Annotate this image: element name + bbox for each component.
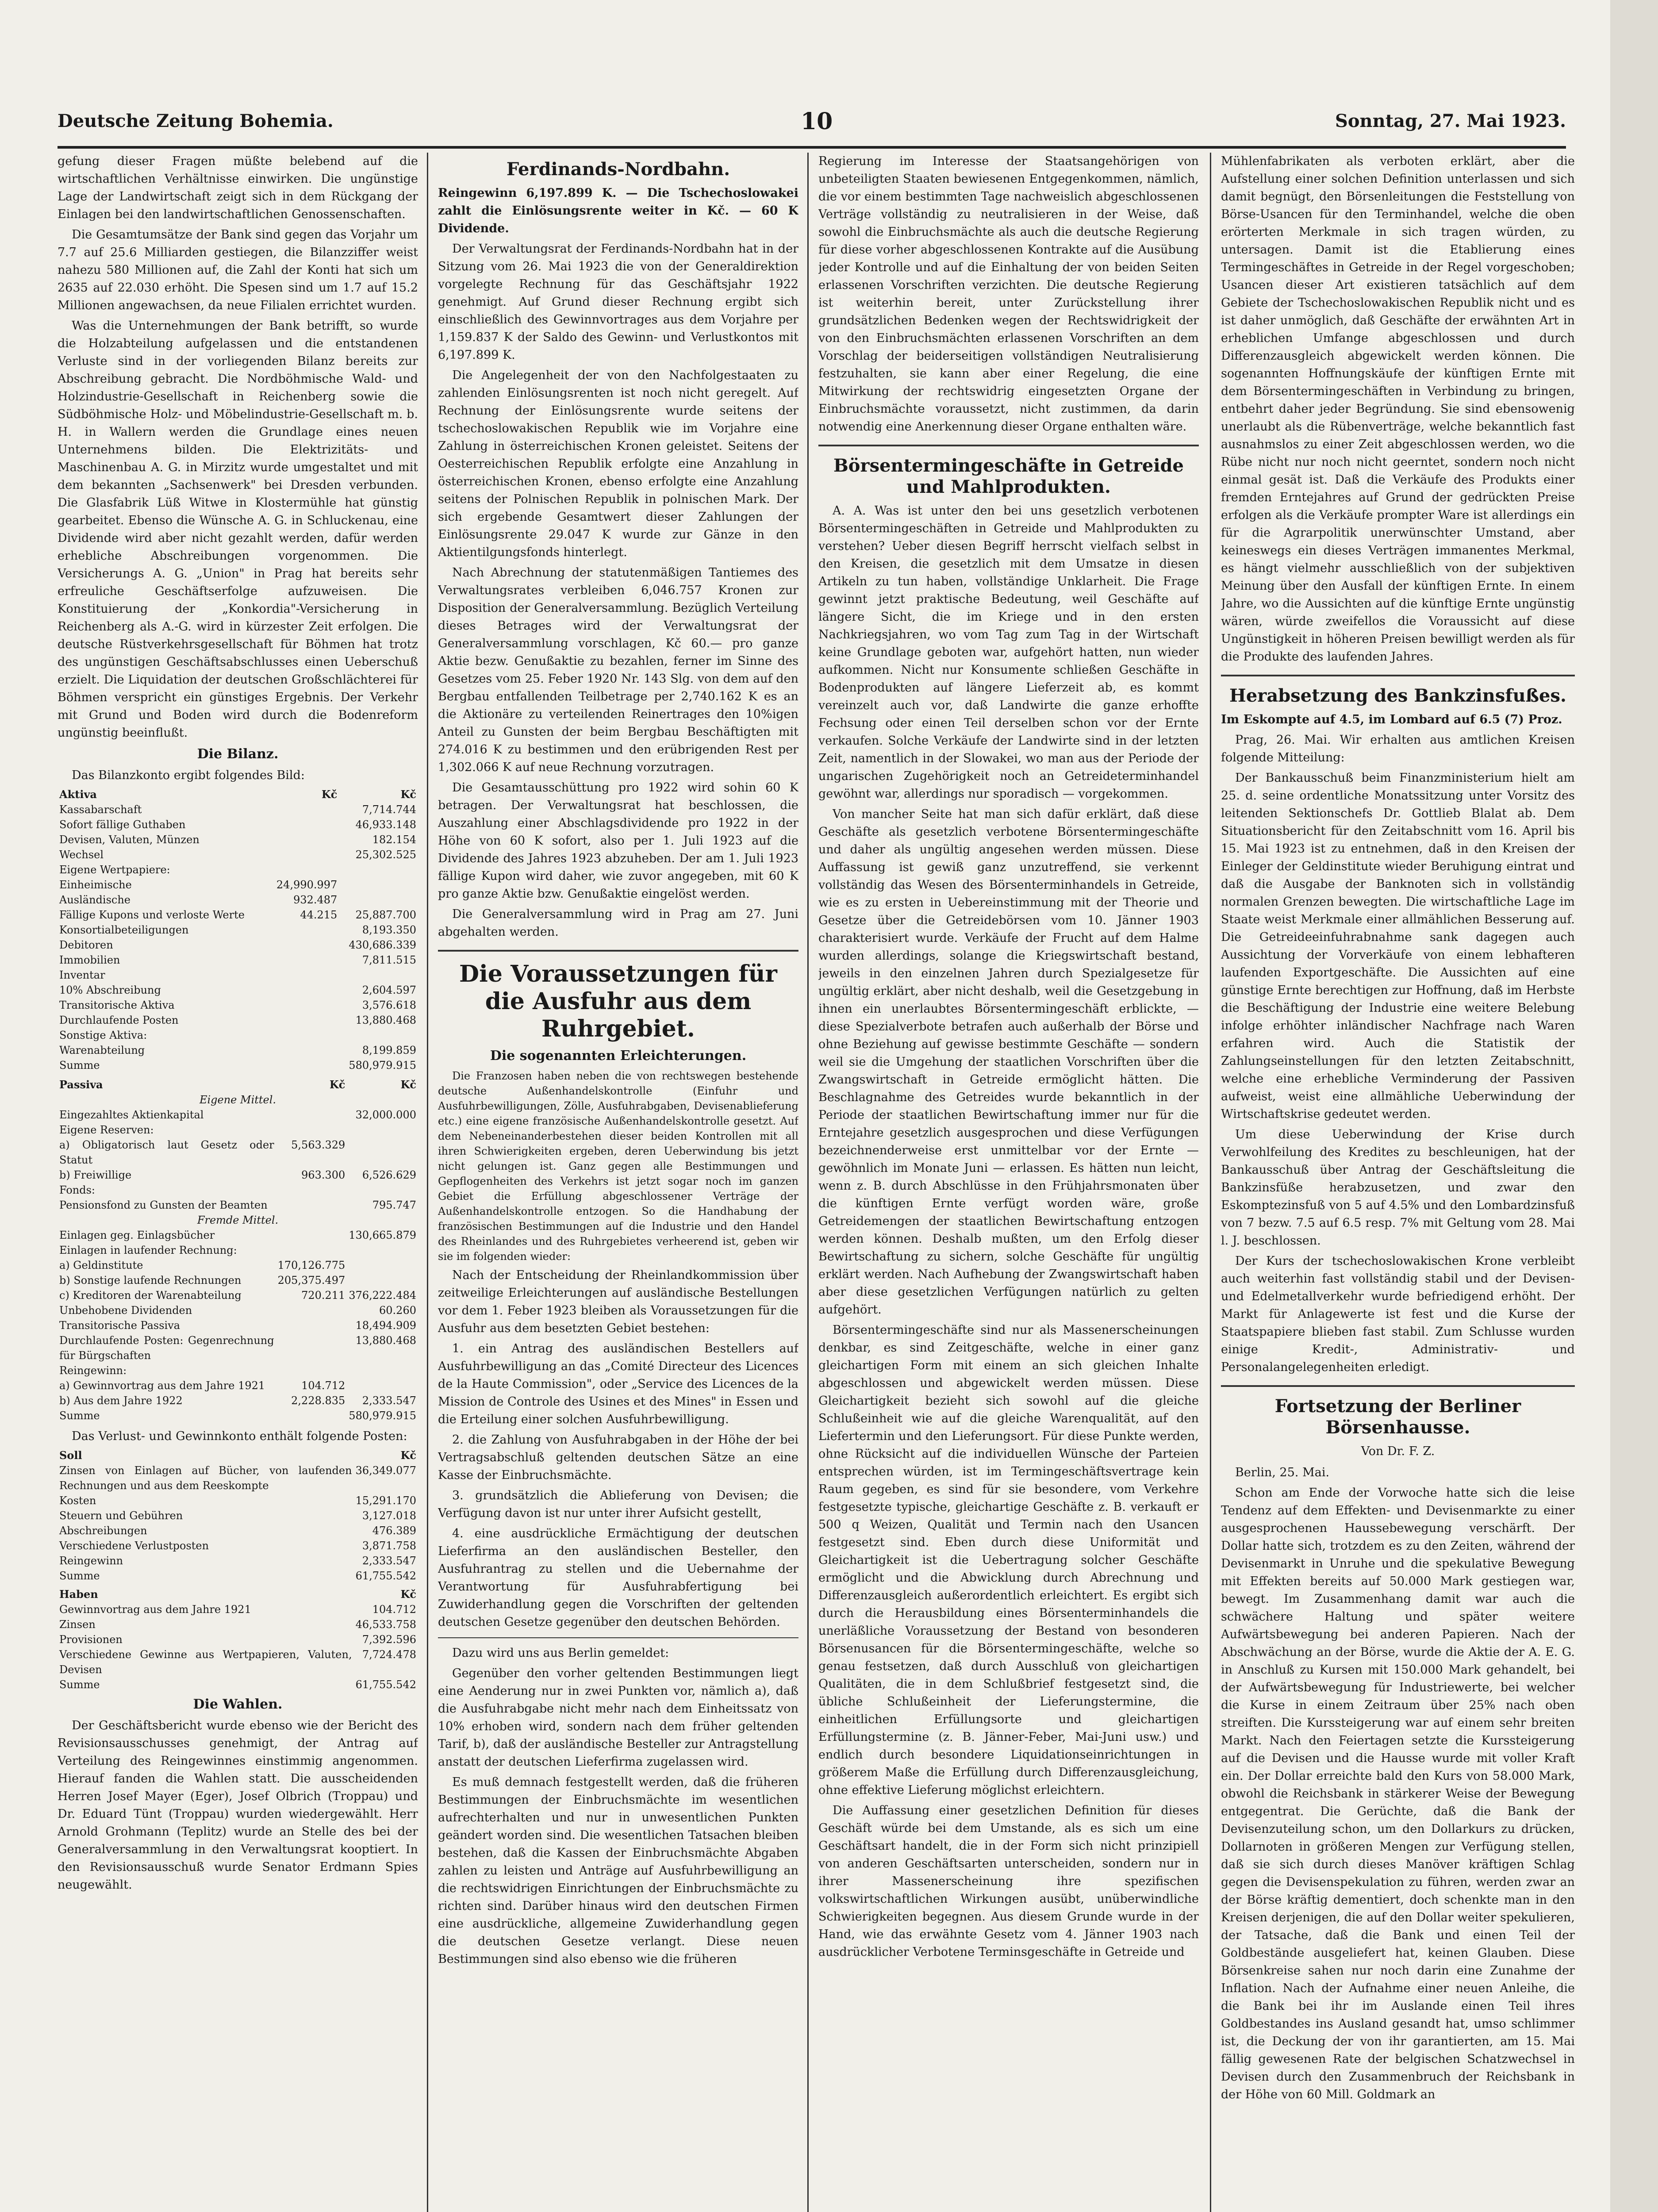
table-value-cell: 182.154 [372, 833, 416, 846]
table-value-cell: Kč [400, 1588, 416, 1601]
table-subheading-row [58, 1092, 418, 1107]
paragraph: Der Bankausschuß beim Finanzministerium hielt am 25. d. seine ordentliche Monatssitzung unter Vorsitz des leitenden Sektionschefs Dr. Gottlieb Blalat ab. Dem Situationsbericht für den Zeitabschnitt vom 16. April bis 15. Mai 1923 ist zu entnehmen, daß in den Kreisen der Einleger der Geldinstitute wieder Beruhigung eintrat und daß die Ausgabe der Banknoten sich in vollständig normalen Grenzen bewegten. Die wirtschaftliche Lage im Staate weist Merkmale einer allmählichen Besserung auf. Die Getreideeinfuhrabnahme sank dagegen auch Aussichtung der Vorverkäufe von einem lebhafteren laufenden Exportgeschäfte. Die Aussichten auf eine günstige Ernte berechtigen zur Hoffnung, daß im Herbste die Beschäftigung der Industrie eine weitere Belebung infolge erhöhter inländischer Nachfrage nach Waren erfahren wird. Auch die Statistik der Zahlungseinstellungen für den letzten Zeitabschnitt, welche eine erhebliche Verminderung der Passiven aufweist, weist eine allmähliche Ueberwindung der Wirtschaftskrise gedeutet werden. [1221, 771, 1575, 1121]
paragraph: Um diese Ueberwindung der Krise durch Verwohlfeilung des Kredites zu beschleunigen, hat der Bankausschuß über Antrag der Geschäftsleitung die Bankzinsfüße herabzusetzen, und zwar den Eskomptezinsfuß von 5 auf 4.5% und den Lombardzinsfuß von 7 bezw. 7.5 auf 6.5 resp. 7% mit Geltung vom 28. Mai l. J. beschlossen. [1221, 1128, 1575, 1248]
table-value-cell [268, 937, 339, 952]
table-value-cell: 3,576.618 [362, 999, 416, 1011]
column-1 [58, 153, 418, 2212]
table-value-cell [268, 968, 339, 983]
table-label-cell: Haben [59, 1588, 98, 1601]
table-label-cell: Summe [59, 1409, 100, 1422]
table-row [58, 1258, 418, 1273]
table-value-cell [276, 1333, 347, 1363]
paragraph: Von mancher Seite hat man sich dafür erklärt, daß diese Geschäfte als gesetzlich verbotene Börsentermingeschäfte und daher als ungültig angesehen werden müssen. Diese Auffassung ist gewiß ganz unzutreffend, sie verkennt vollständig das Wesen des Börsenterminhandels in Getreide, wie es zu ersten in Uebereinstimmung mit der Theorie und Gesetze über die Getreidebörsen vom 10. Jänner 1903 charakterisiert wurde. Verkäufe der Frucht auf dem Halme wurden allerdings, solange die Kriegswirtschaft bestand, jeweils in den einzelnen Jahren durch Spezialgesetze für ungültig erklärt, aber nicht deshalb, weil die Gesetzgebung in ihnen ein unerlaubtes Börsentermingeschäft erblickte, — diese Spezialverbote betrafen auch außerhalb der Börse und ohne Beziehung auf gewisse bestimmte Geschäfte — sondern weil sie die Umgehung der staatlichen Vorschriften über die Zwangswirtschaft in Getreide ermöglicht hätten. Die Beschlagnahme des Getreides wurde bekanntlich in der Periode der staatlichen Bewirtschaftung immer nur für die Erntejahre gesetzlich ausgesprochen und diese Verfügungen bezeichnenderweise erst unmittelbar vor der Ernte — gewöhnlich im Monate Juni — erlassen. Es hätten nun leicht, wenn z. B. durch Abschlüsse in den Frühjahrsmonaten über die künftigen Ernte verfügt worden wäre, große Getreidemengen der staatlichen Bewirtschaftung entzogen werden können. Deshalb mußten, um den Erfolg dieser Bewirtschaftung zu sichern, solche Geschäfte für ungültig erklärt werden. Nach Aufhebung der Zwangswirtschaft haben aber diese gesetzlichen Verfügungen natürlich zu gelten aufgehört. [818, 807, 1199, 1317]
table-row [58, 952, 418, 968]
table-row [58, 1408, 418, 1423]
table-row [58, 1553, 418, 1568]
column-divider [427, 153, 428, 2212]
table-value-cell [339, 968, 418, 983]
article-subheadline: Die sogenannten Erleichterungen. [490, 1048, 747, 1064]
table-row [58, 1393, 418, 1408]
table-label-cell: Passiva [59, 1078, 103, 1091]
table-label-cell: Pensionsfond zu Gunsten der Beamten [59, 1199, 268, 1211]
column-3 [818, 153, 1199, 2212]
table-value-cell: 104.712 [301, 1379, 345, 1392]
paragraph: Der Kurs der tschechoslowakischen Krone verbleibt auch weiterhin fast vollständig stabil und der Devisen- und Edelmetallverkehr wurde befriedigend erhöht. Der Markt für Anlagewerte ist fest und die Kurse der Staatspapiere blieben fast stabil. Zum Schlusse wurden einige Kredit-, Administrativ- und Personalangelegenheiten erledigt. [1221, 1254, 1575, 1374]
table-row [58, 1568, 418, 1583]
paragraph: Die Franzosen haben neben die von rechtswegen bestehende deutsche Außenhandelskontrolle (Einfuhr und Ausfuhrbewilligungen, Zölle, Ausfuhrabgaben, Devisenablieferung etc.) eine eigene französische Außenhandelskontrolle gesetzt. Auf dem Nebeneinanderbestehen dieser beiden Kontrollen mit all ihren Schwierigkeiten ergeben, deren Ueberwindung bis jetzt nicht gelungen ist. Ganz gegen alle Bestimmungen und Gepflogenheiten des Verkehrs ist jetzt sogar noch im ganzen Gebiet die Erfüllung abgeschlossener Verträge der Außenhandelskontrolle entzogen. So die Handhabung der französischen Bestimmungen auf die Industrie und den Handel des Rheinlandes und des Ruhrgebietes verheerend ist, geben wir sie im folgenden wieder: [438, 1070, 798, 1263]
table-row [58, 1463, 418, 1493]
table-label-cell: Summe [59, 1678, 100, 1691]
paragraph: Was die Unternehmungen der Bank betrifft, so wurde die Holzabteilung aufgelassen und die entstandenen Verluste sind in der vorliegenden Bilanz bereits zur Abschreibung gebracht. Die Nordböhmische Wald- und Holzindustrie-Gesellschaft in Reichenberg sowie die Südböhmische Holz- und Möbelindustrie-Gesellschaft m. b. H. in Wallern werden die Grundlage eines neuen Unternehmens bilden. Die Elektrizitäts- und Maschinenbau A. G. in Mirzitz wurde umgestaltet und mit dem bekannten „Sachsenwerk" bei Dresden verbunden. Die Glasfabrik Lüß Witwe in Klostermühle hat günstig gearbeitet. Ebenso die Wünsche A. G. in Schluckenau, eine Dividende wird aber nicht gezahlt werden, dafür werden erhebliche Abschreibungen vorgenommen. Die Versicherungs A. G. „Union" in Prag hat bereits sehr erfreuliche Geschäftserfolge aufzuweisen. Die Konstituierung der „Konkordia"-Versicherung in Reichenberg als A.-G. wird in kürzester Zeit erfolgen. Die deutsche Rüstverkehrsgesellschaft für Böhmen hat trotz des ungünstigen Geschäftsabschlusses einen Ueberschuß erzielt. Die Liquidation der deutschen Großschlächterei für Böhmen verspricht ein günstiges Ergebnis. Der Verkehr mit Grund und Boden wird durch die Bodenreform ungünstig beeinflußt. [58, 319, 418, 740]
table-value-cell [347, 1122, 418, 1137]
table-label-cell: Reingewinn [59, 1555, 123, 1567]
table-label-cell: Einlagen in laufender Rechnung: [59, 1244, 237, 1256]
table-value-cell [339, 862, 418, 877]
table-label-cell: Abschreibungen [59, 1525, 147, 1537]
table-value-cell: 430,686.339 [349, 939, 416, 951]
table-row [58, 1288, 418, 1303]
table-row [58, 983, 418, 998]
table-value-cell [268, 952, 339, 968]
table-label-cell: Devisen, Valuten, Münzen [59, 833, 200, 846]
table-header-row [58, 787, 418, 802]
table-value-cell [268, 998, 339, 1013]
passiva-table [58, 1077, 418, 1423]
table-row [58, 1538, 418, 1553]
table-value-cell [268, 922, 339, 937]
table-value-cell: Kč [400, 1449, 416, 1462]
paragraph: A. A. Was ist unter den bei uns gesetzlich verbotenen Börsentermingeschäften in Getreide und Mahlprodukten zu verstehen? Ueber diesen Begriff herrscht vielfach selbst in den Kreisen, die gesetzlich mit dem Umsatze in diesen Artikeln zu tun haben, vollständige Unklarheit. Die Frage gewinnt jetzt praktische Bedeutung, weil Geschäfte auf längere Sicht, die im Kriege und in den ersten Nachkriegsjahren, wo vom Tag zum Tag in der Wirtschaft keine Grundlage geboten war, aufgehört hatten, nun wieder aufkommen. Nicht nur Konsumente schließen Geschäfte in Bodenprodukten auf längere Lieferzeit ab, es kommt vereinzelt auch vor, daß Landwirte die ganze erhoffte Fechsung oder einen Teil derselben schon vor der Ernte verkaufen. Solche Verkäufe der Landwirte sind in der letzten Zeit, namentlich in der Slowakei, wo man aus der Periode der ungarischen Zugehörigkeit noch an Getreideterminhandel gewöhnt war, allerdings nur sporadisch — vorgekommen. [818, 504, 1199, 801]
table-row [58, 1303, 418, 1318]
table-value-cell: 6,526.629 [362, 1169, 416, 1181]
table-row [58, 1677, 418, 1692]
table-row [58, 1183, 418, 1198]
table-label-cell: Summe [59, 1570, 100, 1582]
table-value-cell [347, 1137, 418, 1167]
paragraph: Schon am Ende der Vorwoche hatte sich die leise Tendenz auf dem Effekten- und Devisenmarkte zu einer ausgesprochenen Haussebewegung verschärft. Der Dollar hatte sich, trotzdem es zu den Zeiten, während der Devisenmarkt in Unruhe und die spekulative Bewegung mit Effekten bereits auf 50.000 Mark gestiegen war, bewegt. Im Zusammenhang damit war auch die schwächere Haltung und später weitere Aufwärtsbewegung bei anderen Papieren. Nach der Abschwächung an der Börse, wurde die Aktie der A. E. G. in Anschluß zu Kursen mit 150.000 Mark gehandelt, bei der Aufwärtsbewegung für Industriewerte, bei welcher die Kurse in einem Zeitraum über 25% nach oben streiften. Die Kurssteigerung war auf einem sehr breiten Markt. Nach den Feiertagen setzte die Kurssteigerung auf die Devisen und die Hausse wurde mit voller Kraft ein. Der Dollar erreichte bald den Kurs von 58.000 Mark, obwohl die Reichsbank in stärkerer Weise der Bewegung entgegentrat. Die Gerüchte, daß die Bank der Devisenzuteilung schon, um den Dollarkurs zu drücken, Dollarnoten in größeren Mengen zur Verfügung stellen, daß sie sich durch dieses Manöver kräftigen Schlag gegen die Devisenspekulation zu führen, werden zwar an der Börse kräftig dementiert, doch schenkte man in den Kreisen derjenigen, die auf den Dollar weiter spekulieren, der Tatsache, daß die Bank und einen Teil der Goldbestände ausgeliefert hat, keinen Glauben. Diese Börsenkreise sahen nur noch darin eine Zunahme der Inflation. Nach der Aufnahme einer neuen Anleihe, die die Bank bei ihr im Auslande einen Teil ihres Goldbestandes ins Ausland gesandt hat, umso schlimmer ist, die Deckung der von ihr garantierten, am 15. Mai fällig gewesenen Rate der belgischen Schatzwechsel in Devisen durch den Zusammenbruch der Reichsbank in der Höhe von 60 Mill. Goldmark an [1221, 1486, 1575, 2101]
article-headline: Fortsetzung der Berliner Börsenhausse. [1274, 1396, 1521, 1438]
table-value-cell: 32,000.000 [355, 1109, 416, 1121]
table-value-cell: 25,887.700 [355, 909, 416, 921]
table-value-cell: 7,724.478 [362, 1648, 416, 1661]
paragraph: Das Bilanzkonto ergibt folgendes Bild: [72, 768, 305, 782]
table-label-cell: Aktiva [59, 788, 97, 801]
table-row [58, 1167, 418, 1183]
page-number: 10 [801, 108, 833, 135]
article-separator [1221, 675, 1575, 676]
table-value-cell: Kč [400, 788, 416, 801]
table-row [58, 1107, 418, 1122]
table-label-cell: Kosten [59, 1494, 96, 1507]
table-row [58, 1318, 418, 1333]
table-value-cell: 2,333.547 [362, 1555, 416, 1567]
table-value-cell: 25,302.525 [355, 849, 416, 861]
paragraph: Die Generalversammlung wird in Prag am 27. Juni abgehalten werden. [438, 907, 798, 939]
table-row [58, 1632, 418, 1647]
table-row [58, 1508, 418, 1523]
table-label-cell: Inventar [59, 969, 105, 981]
paragraph: Prag, 26. Mai. Wir erhalten aus amtlichen Kreisen folgende Mitteilung: [1221, 733, 1575, 764]
table-value-cell [268, 802, 339, 817]
article-separator [438, 950, 798, 952]
table-row [58, 892, 418, 907]
table-value-cell: Kč [329, 1078, 345, 1091]
column-4 [1221, 153, 1575, 2212]
table-row [58, 1228, 418, 1243]
table-label-cell: c) Kreditoren der Warenabteilung [59, 1289, 242, 1302]
table-value-cell: 13,880.468 [355, 1014, 416, 1026]
table-value-cell: 580,979.915 [349, 1059, 416, 1071]
table-label-cell: Durchlaufende Posten: Gegenrechnung für Bürgschaften [59, 1334, 274, 1362]
table-row [58, 1137, 418, 1167]
table-label-cell: Verschiedene Gewinne aus Wertpapieren, Valuten, Devisen [59, 1648, 352, 1676]
table-value-cell [339, 1028, 418, 1043]
table-value-cell [268, 1013, 339, 1028]
table-header-row [58, 1448, 418, 1463]
table-row [58, 817, 418, 832]
table-row [58, 1043, 418, 1058]
table-row [58, 937, 418, 952]
table-value-cell [347, 1258, 418, 1273]
table-label-cell: b) Sonstige laufende Rechnungen [59, 1274, 242, 1286]
table-label-cell: Soll [59, 1449, 82, 1462]
table-value-cell: 795.747 [372, 1199, 416, 1211]
table-row [58, 1122, 418, 1137]
table-value-cell: 104.712 [372, 1603, 416, 1616]
article-headline: Die Voraussetzungen für die Ausfuhr aus dem Ruhrgebiet. [459, 960, 777, 1042]
table-label-cell: Durchlaufende Posten [59, 1014, 179, 1026]
table-label-cell: Warenabteilung [59, 1044, 145, 1056]
haben-table [58, 1587, 418, 1692]
table-row [58, 832, 418, 847]
table-subheading-row [58, 1213, 418, 1228]
table-label-cell: Immobilien [59, 954, 120, 966]
table-row [58, 1378, 418, 1393]
table-value-cell [268, 1043, 339, 1058]
article-separator [1221, 1385, 1575, 1387]
paragraph: Der Verwaltungsrat der Ferdinands-Nordbahn hat in der Sitzung vom 26. Mai 1923 die von der Generaldirektion vorgelegte Rechnung für das Geschäftsjahr 1922 genehmigt. Auf Grund dieser Rechnung ergibt sich einschließlich des Gewinnvortrages aus dem Vorjahre per 1,159.837 K der Saldo des Gewinn- und Verlustkontos mit 6,197.899 K. [438, 242, 798, 362]
table-label-cell: b) Aus dem Jahre 1922 [59, 1394, 183, 1407]
table-row [58, 1493, 418, 1508]
section-heading: Die Wahlen. [193, 1697, 283, 1712]
article-lead: Reingewinn 6,197.899 K. — Die Tschechoslowakei zahlt die Einlösungsrente weiter in Kč. — 60 K Dividende. [438, 186, 798, 235]
table-label-cell: Gewinnvortrag aus dem Jahre 1921 [59, 1603, 251, 1616]
table-value-cell [339, 892, 418, 907]
table-value-cell: 376,222.484 [349, 1289, 416, 1302]
table-row [58, 862, 418, 877]
table-row [58, 1273, 418, 1288]
table-label-cell: Transitorische Aktiva [59, 999, 175, 1011]
table-value-cell: 2,604.597 [362, 984, 416, 996]
table-label-cell: Eigene Wertpapiere: [59, 864, 170, 876]
table-value-cell [276, 1318, 347, 1333]
table-label-cell: Steuern und Gebühren [59, 1509, 183, 1522]
aktiva-table [58, 787, 418, 1073]
paragraph: Börsentermingeschäfte sind nur als Massenerscheinungen denkbar, es sind Zeitgeschäfte, welche in einer ganz gleichartigen Form mit einem an sich gleichen Inhalte abgeschlossen und abgewickelt werden müssen. Diese Gleichartigkeit bezieht sich sowohl auf die gleiche Schlußeinheit wie auf die gleiche Warenqualität, auf den Liefertermin und den Lieferungsort. Für diese Punkte werden, ohne Rücksicht auf die individuellen Wünsche der Parteien entsprechen würden, ist im Termingeschäftsvertrage kein Raum gegeben, es sind für sie besondere, vom Verkehre festgesetzte typische, gleichartige Geschäfte z. B. verkauft er 500 q Weizen, Qualität und Termin nach den Usancen festgesetzt sind. Eben durch diese Uniformität und Gleichartigkeit ist die Uebertragung solcher Geschäfte ermöglicht und die Abwicklung durch Abrechnung und Differenzausgleich außerordentlich erleichtert. Es ergibt sich durch die Herausbildung eines Börsenterminhandels die unerläßliche Voraussetzung der Bestand von besonderen Börsenusancen für die Börsentermingeschäfte, welche so genau festsetzen, daß durch Ausschluß von gleichartigen Qualitäten, die in dem Schlußbrief festgesetzt sind, die übliche Schlußeinheit der Lieferungstermine, die einheitlichen Erfüllungsorte und gleichartigen Erfüllungstermine (z. B. Jänner-Feber, Mai-Juni usw.) und endlich durch besondere Liquidationseinrichtungen in größerem Maße die Erfüllung durch Differenzausgleichung, ohne effektive Lieferung möglichst erleichtern. [818, 1323, 1199, 1797]
table-label-cell: Fällige Kupons und verloste Werte [59, 909, 245, 921]
table-label-cell: Sonstige Aktiva: [59, 1029, 147, 1041]
table-value-cell: 3,127.018 [362, 1509, 416, 1522]
paragraph: Regierung im Interesse der Staatsangehörigen von unbeteiligten Staaten bewiesenen Entgegenkommen, nämlich, die vor einem bestimmten Tage nachweislich abgeschlossenen Verträge vollständig zu neutralisieren in der Weise, daß sowohl die Einbruchsmächte als auch die deutsche Regierung für diese vorher abgeschlossenen Kontrakte auf die Ausübung jeder Kontrolle und auf die Einhaltung der von beiden Seiten erlassenen Vorschriften verzichten. Die deutsche Regierung ist weiterhin bereit, unter Zurückstellung ihrer grundsätzlichen Bedenken wegen der Rechtswidrigkeit der von den Einbruchsmächten erlassenen Vorschriften an dem Vorschlag der beiderseitigen vollständigen Neutralisierung festzuhalten, sie kann aber einer Regelung, die eine Mitwirkung der rechtswidrig eingesetzten Organe der Einbruchsmächte voraussetzt, nicht zustimmen, da darin notwendig eine Anerkennung dieser Organe enthalten wäre. [818, 154, 1199, 434]
table-value-cell: 61,755.542 [355, 1570, 416, 1582]
paragraph: 3. grundsätzlich die Ablieferung von Devisen; die Verfügung davon ist nur unter ihrer Aufsicht gestellt, [438, 1489, 798, 1520]
table-value-cell [268, 983, 339, 998]
paragraph: gefung dieser Fragen müßte belebend auf die wirtschaftlichen Verhältnisse einwirken. Die ungünstige Lage der Landwirtschaft zeigt sich in dem Rückgang der Einlagen bei den landwirtschaftlichen Genossenschaften. [58, 154, 418, 221]
table-row [58, 1363, 418, 1378]
table-label-cell: 10% Abschreibung [59, 984, 161, 996]
table-value-cell: 7,392.596 [362, 1633, 416, 1646]
table-value-cell: 3,871.758 [362, 1540, 416, 1552]
paragraph: 4. eine ausdrückliche Ermächtigung der deutschen Lieferfirma an den ausländischen Besteller, den Ausfuhrantrag zu stellen und die Uebernahme der Verantwortung für Ausfuhrabfertigung bei Zuwiderhandlung gegen die Vorschriften der geltenden deutschen Gesetze gegenüber den deutschen Behörden. [438, 1527, 798, 1629]
table-value-cell [268, 832, 339, 847]
paragraph: Die Auffassung einer gesetzlichen Definition für dieses Geschäft würde bei dem Umstande, als es sich um eine Geschäftsart handelt, die in der Form sich nicht prinzipiell von anderen Geschäftsarten unterscheiden, sondern nur in ihrer Massenerscheinung ihre spezifischen volkswirtschaftlichen Wirkungen ausübt, unüberwindliche Schwierigkeiten begegnen. Aus diesem Grunde wurde in der Hand, wie das erwähnte Gesetz vom 4. Jänner 1903 nach ausdrücklicher Verbotene Terminsgeschäfte in Getreide und [818, 1804, 1199, 1959]
paragraph: Dazu wird uns aus Berlin gemeldet: [452, 1646, 669, 1660]
table-row [58, 847, 418, 862]
article-separator [438, 1637, 798, 1638]
table-label-cell: Debitoren [59, 939, 113, 951]
table-row [58, 1617, 418, 1632]
table-value-cell [339, 877, 418, 892]
table-value-cell [347, 1378, 418, 1393]
article-lead: Im Eskompte auf 4.5, im Lombard auf 6.5 (7) Proz. [1221, 713, 1562, 726]
table-label-cell: a) Obligatorisch laut Gesetz oder Statut [59, 1139, 274, 1166]
table-row [58, 922, 418, 937]
table-row [58, 1243, 418, 1258]
article-author: Von Dr. F. Z. [1361, 1444, 1435, 1458]
table-value-cell [347, 1363, 418, 1378]
table-subheading: Eigene Mittel. [199, 1094, 276, 1106]
page-header [58, 106, 1566, 149]
table-row [58, 1647, 418, 1677]
table-value-cell [347, 1183, 418, 1198]
table-value-cell: 60.260 [379, 1304, 416, 1317]
table-header-row [58, 1587, 418, 1602]
page-margin [1610, 0, 1658, 2212]
table-value-cell [276, 1243, 347, 1258]
article-headline: Börsentermingeschäfte in Getreide und Mahlprodukten. [833, 455, 1184, 497]
column-divider [1210, 153, 1211, 2212]
table-row [58, 877, 418, 892]
paragraph: Der Geschäftsbericht wurde ebenso wie der Bericht des Revisionsausschusses genehmigt, der Antrag auf Verteilung des Reingewinnes einstimmig angenommen. Hierauf fanden die Wahlen statt. Die ausscheidenden Herren Josef Mayer (Eger), Josef Olbrich (Troppau) und Dr. Eduard Tünt (Troppau) wurden wiedergewählt. Herr Arnold Grohmann (Teplitz) wurde an Stelle des bei der Generalversammlung in den Verwaltungsrat kooptiert. In den Revisionsausschuß wurde Senator Erdmann Spies neugewählt. [58, 1719, 418, 1892]
table-row [58, 907, 418, 922]
table-label-cell: Reingewinn: [59, 1364, 127, 1377]
table-value-cell: 8,199.859 [362, 1044, 416, 1056]
table-value-cell [268, 817, 339, 832]
table-value-cell [347, 1273, 418, 1288]
table-value-cell: 61,755.542 [355, 1678, 416, 1691]
table-row [58, 1028, 418, 1043]
table-label-cell: Eigene Reserven: [59, 1124, 154, 1136]
article-headline: Herabsetzung des Bankzinsfußes. [1229, 685, 1566, 706]
table-value-cell: 36,349.077 [355, 1464, 416, 1477]
table-label-cell: Verschiedene Verlustposten [59, 1540, 209, 1552]
newspaper-title: Deutsche Zeitung Bohemia. [58, 111, 334, 131]
table-value-cell [276, 1363, 347, 1378]
paragraph: Berlin, 25. Mai. [1235, 1466, 1330, 1479]
table-label-cell: Konsortialbeteiligungen [59, 924, 189, 936]
table-value-cell: 932.487 [293, 894, 338, 906]
table-value-cell: 205,375.497 [277, 1274, 345, 1286]
table-value-cell: 46,933.148 [355, 818, 416, 831]
table-value-cell [347, 1243, 418, 1258]
table-row [58, 1058, 418, 1073]
table-value-cell: 8,193.350 [362, 924, 416, 936]
table-row [58, 1198, 418, 1213]
table-value-cell: 24,990.997 [276, 879, 338, 891]
table-value-cell: 476.389 [372, 1525, 416, 1537]
paragraph: Die Gesamtausschüttung pro 1922 wird sohin 60 K betragen. Der Verwaltungsrat hat beschlossen, die Auszahlung einer Abschlagsdividende pro 1922 in der Höhe von 60 K sofort, also per 1. Juli 1923 auf die Dividende des Jahres 1923 abzuheben. Der am 1. Juli 1923 fällige Kupon wird daher, wie zuvor angegeben, mit 60 K pro ganze Aktie bzw. Genußaktie eingelöst werden. [438, 781, 798, 901]
table-row [58, 1602, 418, 1617]
table-label-cell: Zinsen [59, 1618, 96, 1631]
section-heading: Die Bilanz. [197, 746, 279, 762]
paragraph: Nach der Entscheidung der Rheinlandkommission über zeitweilige Erleichterungen auf ausländische Bestellungen vor dem 1. Feber 1923 bleiben als Voraussetzungen für die Ausfuhr aus dem besetzten Gebiet bestehen: [438, 1268, 798, 1335]
paragraph: Es muß demnach festgestellt werden, daß die früheren Bestimmungen der Einbruchsmächte im wesentlichen aufrechterhalten und nur in unwesentlichen Punkten geändert worden sind. Die wesentlichen Tatsachen bleiben bestehen, daß die Kassen der Einbruchsmächte Abgaben zahlen zu leisten und Anträge auf Ausfuhrbewilligung an die rechtswidrigen Einrichtungen der Einbruchsmächte zu richten sind. Darüber hinaus wird den deutschen Firmen eine ausdrückliche, allgemeine Zuwiderhandlung gegen die deutschen Gesetze verlangt. Diese neuen Bestimmungen sind also ebenso wie die früheren [438, 1775, 798, 1966]
table-value-cell [268, 847, 339, 862]
soll-table [58, 1448, 418, 1583]
table-value-cell: 963.300 [301, 1169, 345, 1181]
paragraph: 2. die Zahlung von Ausfuhrabgaben in der Höhe der bei Vertragsabschluß geltenden deutschen Sätze an eine Kasse der Einbruchsmächte. [438, 1433, 798, 1482]
table-value-cell [276, 1303, 347, 1318]
column-2 [438, 153, 798, 2212]
article-separator [818, 445, 1199, 446]
paragraph: Mühlenfabrikaten als verboten erklärt, aber die Aufstellung einer solchen Definition unterlassen und sich damit begnügt, den Börsenleitungen die Feststellung von Börse-Usancen für den Terminhandel, welche die oben erörterten Merkmale in sich tragen würden, zu untersagen. Damit ist die Etablierung eines Termingeschäftes in Getreide in der Regel vorgeschoben; Usancen dieser Art existieren tatsächlich auf dem Gebiete der Tschechoslowakischen Republik nicht und es ist daher unmöglich, daß Geschäfte der erwähnten Art in erheblichen Umfange abgeschlossen und durch Differenzausgleich abgewickelt werden können. Die sogenannten Hoffnungskäufe der künftigen Ernte mit dem Börsentermingeschäften in Verbindung zu bringen, entbehrt daher jeder Begründung. Sie sind ebensowenig unerlaubt als die Rübenverträge, welche bekanntlich fast ausnahmslos zu einer Zeit abgeschlossen werden, wo die Rübe nicht nur noch nicht geerntet, sondern noch nicht einmal gesät ist. Daß die Verkäufe des Produkts einer fremden Erntejahres auf Grund der gedrückten Preise erfolgen als die Verkäufe prompter Ware ist allerdings ein für die Agrarpolitik unerwünschter Umstand, aber keineswegs ein dieses Verträgen immanentes Merkmal, es hängt vielmehr ausschließlich von der subjektiven Meinung über den Ausfall der künftigen Ernte. In einem Jahre, wo die Aussichten auf die künftige Ernte ungünstig wären, würde zweifellos die Voraussicht auf diese Ungünstigkeit in höheren Preisen bewilligt werden als für die Produkte des laufenden Jahres. [1221, 154, 1575, 664]
table-row [58, 1523, 418, 1538]
table-label-cell: Zinsen von Einlagen auf Bücher, von laufenden Rechnungen und aus dem Reeskompte [59, 1464, 352, 1492]
table-label-cell: Einlagen geg. Einlagsbücher [59, 1229, 215, 1241]
table-label-cell: Unbehobene Dividenden [59, 1304, 192, 1317]
table-value-cell: 18,494.909 [355, 1319, 416, 1332]
table-value-cell: 720.211 [301, 1289, 345, 1302]
table-value-cell [276, 1408, 347, 1423]
table-label-cell: Transitorische Passiva [59, 1319, 180, 1332]
table-label-cell: b) Freiwillige [59, 1169, 132, 1181]
table-value-cell [276, 1198, 347, 1213]
table-value-cell: 7,811.515 [362, 954, 416, 966]
table-row [58, 1013, 418, 1028]
column-divider [807, 153, 809, 2212]
article-headline: Ferdinands-Nordbahn. [506, 159, 730, 180]
paragraph: Nach Abrechnung der statutenmäßigen Tantiemes des Verwaltungsrates verbleiben 6,046.757 Kronen zur Disposition der Generalversammlung. Bezüglich Verteilung dieses Betrages wird der Verwaltungsrat der Generalversammlung vorschlagen, Kč 60.— pro ganze Aktie bezw. Genußaktie zu bezahlen, ferner im Sinne des Gesetzes vom 25. Feber 1920 Nr. 143 Slg. von dem auf den Bergbau entfallenden Teilbetrage per 2,740.162 K es an die Aktionäre zu verteilenden Reinertrages den 10%igen Anteil zu Gunsten der beim Bergbau Beschäftigten mit 274.016 K zu bestimmen und den erübrigenden Rest per 1,302.066 K auf neue Rechnung vorzutragen. [438, 566, 798, 774]
table-value-cell: 2,333.547 [362, 1394, 416, 1407]
table-value-cell: 170,126.775 [277, 1259, 345, 1271]
table-label-cell: Fonds: [59, 1184, 96, 1196]
table-value-cell [276, 1107, 347, 1122]
issue-date: Sonntag, 27. Mai 1923. [1335, 111, 1566, 131]
table-label-cell: Sofort fällige Guthaben [59, 818, 186, 831]
table-row [58, 998, 418, 1013]
table-value-cell: 130,665.879 [349, 1229, 416, 1241]
table-label-cell: Kassabarschaft [59, 803, 142, 816]
table-value-cell: 15,291.170 [355, 1494, 416, 1507]
table-label-cell: Wechsel [59, 849, 104, 861]
table-label-cell: Provisionen [59, 1633, 123, 1646]
table-value-cell: 580,979.915 [349, 1409, 416, 1422]
table-label-cell: Eingezahltes Aktienkapital [59, 1109, 204, 1121]
table-value-cell [268, 1058, 339, 1073]
table-label-cell: Einheimische [59, 879, 132, 891]
table-value-cell [268, 1028, 339, 1043]
table-row [58, 968, 418, 983]
table-label-cell: Ausländische [59, 894, 131, 906]
table-value-cell: 7,714.744 [362, 803, 416, 816]
table-value-cell: 2,228.835 [291, 1394, 345, 1407]
table-value-cell [276, 1183, 347, 1198]
paragraph: 1. ein Antrag des ausländischen Bestellers auf Ausfuhrbewilligung an das „Comité Directeur des Licences de la Haute Commission", oder „Service des Licences de la Mission de Controle des Usines et des Mines" in Essen und die Erteilung einer solchen Ausfuhrbewilligung. [438, 1342, 798, 1426]
table-label-cell: Summe [59, 1059, 100, 1071]
table-row [58, 802, 418, 817]
paragraph: Die Angelegenheit der von den Nachfolgestaaten zu zahlenden Einlösungsrenten ist noch nicht geregelt. Auf Rechnung der Einlösungsrente wurde seitens der tschechoslowakischen Republik wie im Vorjahre eine Zahlung in österreichischen Kronen geleistet. Seitens der Oesterreichischen Republik erfolgte eine Anzahlung in österreichischen Kronen, ebenso erfolgte eine Anzahlung seitens der Polnischen Republik in polnischen Mark. Der sich ergebende Gesamtwert dieser Zahlungen der Einlösungsrente 29.047 K wurde zur Gänze in den Aktientilgungsfonds hinterlegt. [438, 369, 798, 559]
table-value-cell [268, 862, 339, 877]
table-value-cell: 46,533.758 [355, 1618, 416, 1631]
paragraph: Die Gesamtumsätze der Bank sind gegen das Vorjahr um 7.7 auf 25.6 Milliarden gestiegen, die Bilanzziffer weist nahezu 580 Millionen auf, die Zahl der Konti hat sich um 2635 auf 22.030 erhöht. Die Spesen sind um 1.7 auf 15.2 Millionen angewachsen, da neue Filialen errichtet wurden. [58, 228, 418, 312]
table-value-cell [276, 1122, 347, 1137]
paragraph: Das Verlust- und Gewinnkonto enthält folgende Posten: [72, 1429, 407, 1443]
paragraph: Gegenüber den vorher geltenden Bestimmungen liegt eine Aenderung nur in zwei Punkten vor, nämlich a), daß die Ausfuhrabgabe nicht mehr nach dem Einheitssatz von 10% erhoben wird, sondern nach dem früher geltenden Tarif, b), daß der ausländische Besteller zur Antragstellung anstatt der deutschen Lieferfirma zugelassen wird. [438, 1667, 798, 1769]
table-row [58, 1333, 418, 1363]
table-value-cell: 13,880.468 [355, 1334, 416, 1347]
table-label-cell: a) Gewinnvortrag aus dem Jahre 1921 [59, 1379, 265, 1392]
table-value-cell [276, 1228, 347, 1243]
table-value-cell: Kč [400, 1078, 416, 1091]
table-label-cell: a) Geldinstitute [59, 1259, 143, 1271]
table-subheading: Fremde Mittel. [197, 1214, 279, 1226]
table-value-cell: 44.215 [300, 909, 338, 921]
table-header-row [58, 1077, 418, 1092]
table-value-cell: Kč [321, 788, 338, 801]
table-value-cell: 5,563.329 [291, 1139, 345, 1151]
